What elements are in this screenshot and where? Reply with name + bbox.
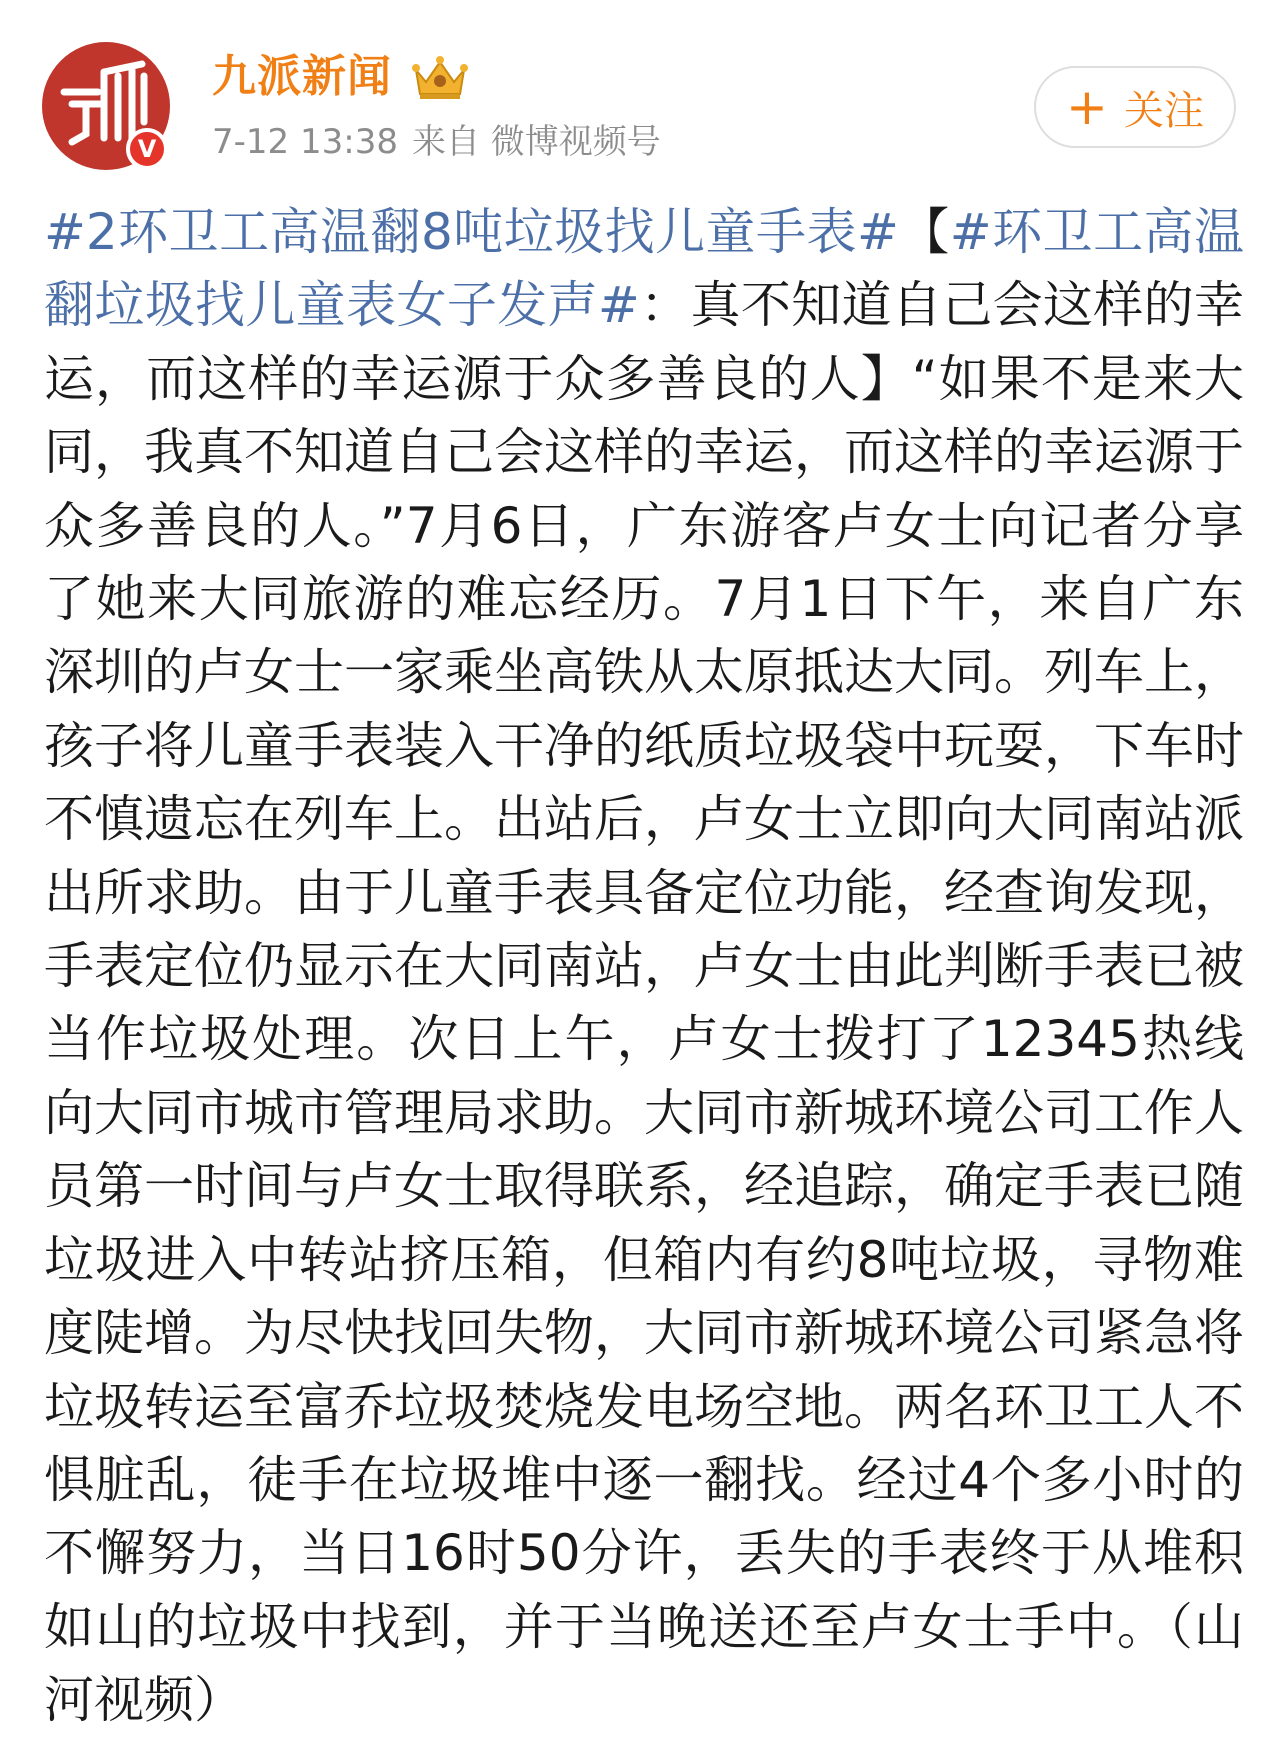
hashtag-link[interactable]: #环卫工高温翻垃圾找儿童表女子发声# [44,203,1244,335]
post-meta [212,118,675,166]
bracket-open: 【 [898,203,950,261]
plus-icon: + [1066,78,1108,136]
post-body-text: ：真不知道自己会这样的幸运，而这样的幸运源于众多善良的人】“如果不是来大同，我真不知道自己会这样的幸运，而这样的幸运源于众多善良的人。”7月6日，广东游客卢女士向记者分享了她来大同旅游的难忘经历。7月1日下午，来自广东深圳的卢女士一家乘坐高铁从太原抵达大同。列车上，孩子将儿童手表装入干净的纸质垃圾袋中玩耍，下车时不慎遗忘在列车上。出站后，卢女士立即向大同南站派出所求助。由于儿童手表具备定位功能，经查询发现，手表定位仍显示在大同南站，卢女士由此判断手表已被当作垃圾处理。次日上午，卢女士拨打了12345热线向大同市城市管理局求助。大同市新城环境公司工作人员第一时间与卢女士取得联系，经追踪，确定手表已随垃圾进入中转站挤压箱，但箱内有约8吨垃圾，寻物难度陡增。为尽快找回失物，大同市新城环境公司紧急将垃圾转运至富乔垃圾焚烧发电场空地。两名环卫工人不惧脏乱，徒手在垃圾堆中逐一翻找。经过4个多小时的不懈努力，当日16时50分许，丢失的手表终于从堆积如山的垃圾中找到，并于当晚送还至卢女士手中。（山河视频） [44,276,1244,1730]
author-name[interactable]: 九派新闻 [212,51,392,102]
verified-badge-icon: V [126,128,168,170]
hashtag-link[interactable]: #2环卫工高温翻8吨垃圾找儿童手表# [44,203,899,261]
post-text [44,196,1244,1738]
post-source[interactable]: 来自 微博视频号 [411,122,661,162]
crown-icon [410,54,470,102]
follow-button[interactable] [1034,66,1236,148]
follow-label: 关注 [1123,87,1204,134]
post-time: 7-12 13:38 [212,122,398,162]
post-header [0,0,1280,190]
